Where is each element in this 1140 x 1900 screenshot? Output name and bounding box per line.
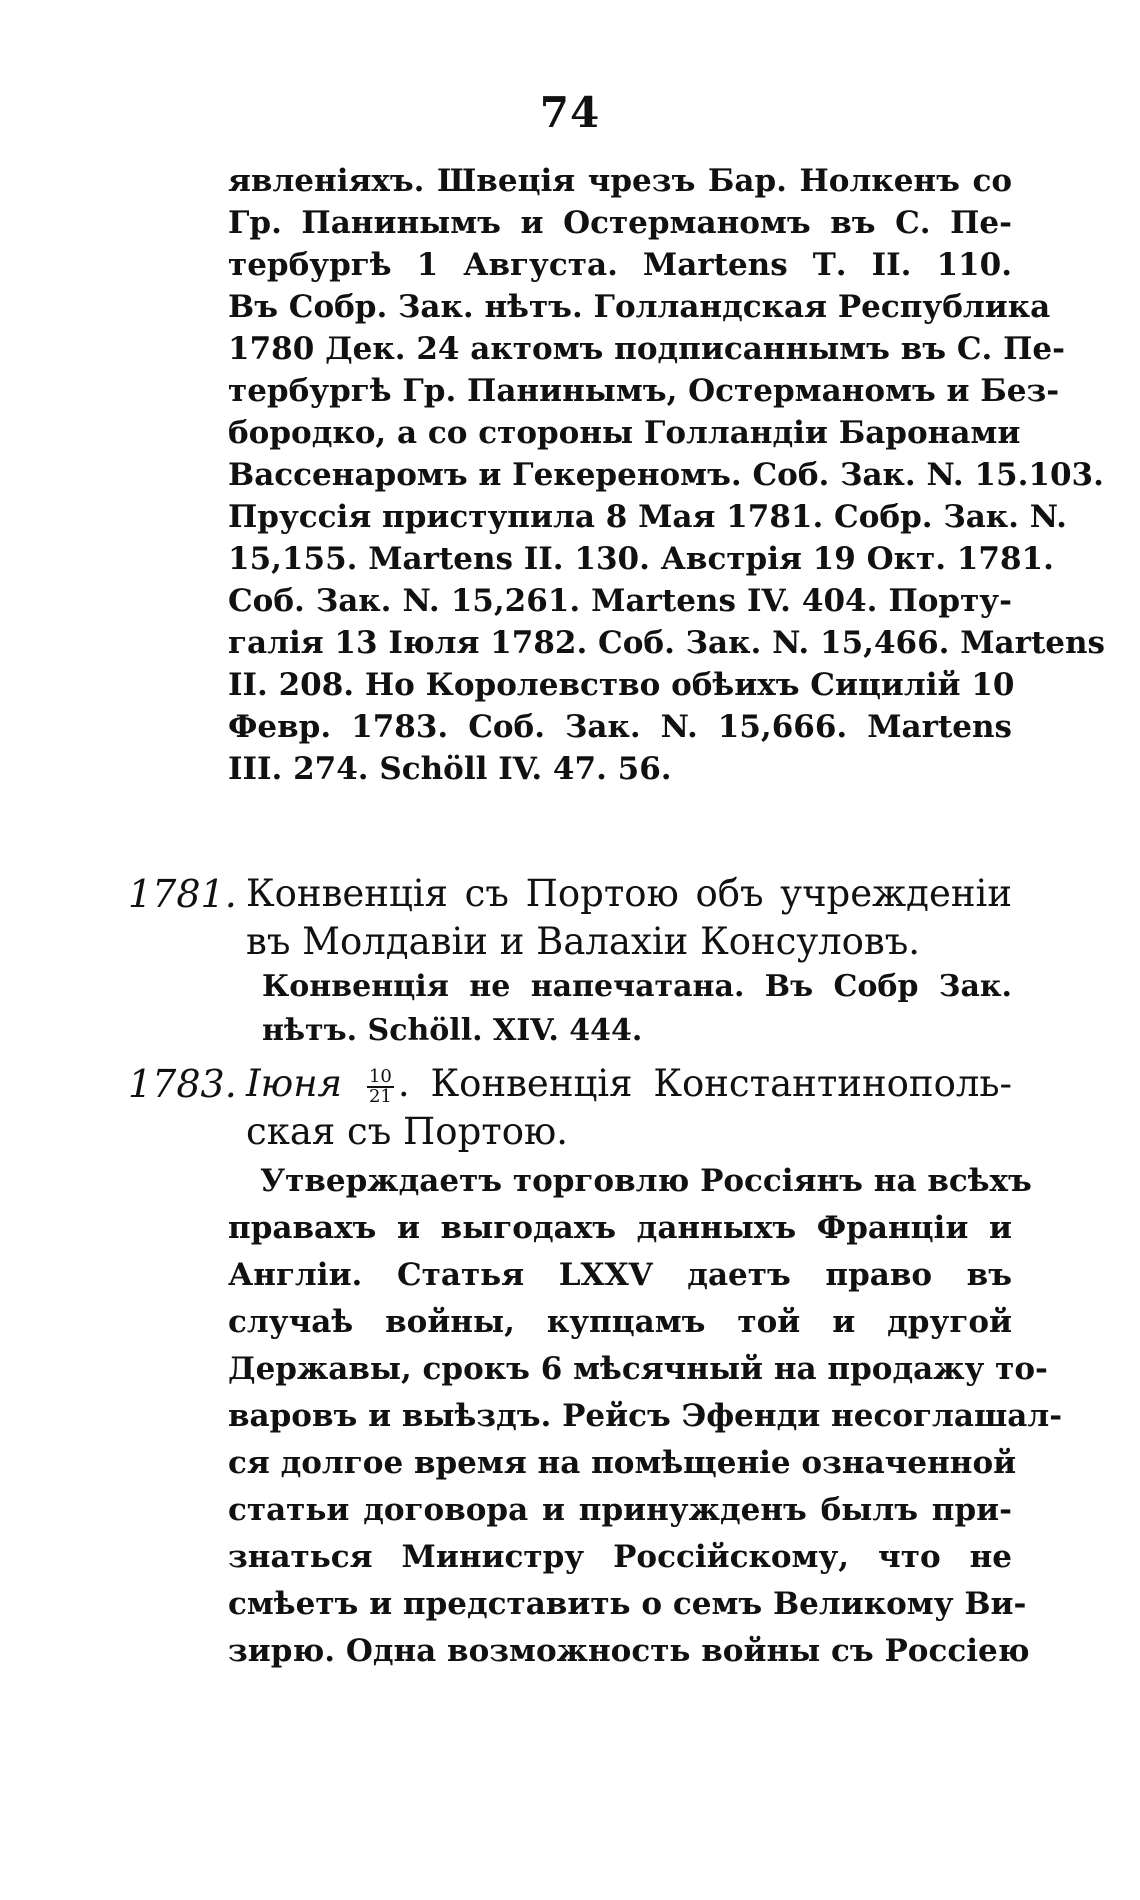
text-line: 1780 Дек. 24 актомъ подписаннымъ въ С. Пе-	[228, 331, 1065, 367]
entry-1781	[128, 870, 1012, 966]
body-line: Державы, срокъ 6 мѣсячный на продажу то-	[228, 1351, 1048, 1387]
text-line: 15,155. Martens II. 130. Австрія 19 Окт. 1781.	[228, 541, 1054, 577]
heading-line: Конвенція съ Портою объ учрежденіи	[246, 872, 1012, 915]
body-line: знаться Министру Россійскому, что не	[228, 1539, 1012, 1575]
text-line: бородко, а со стороны Голландіи Баронами	[228, 415, 1021, 451]
body-line: ся долгое время на помѣщеніе означенной	[228, 1445, 1017, 1481]
entry-1783	[128, 1060, 1012, 1156]
text-line: Въ Собр. Зак. нѣтъ. Голландская Республика	[228, 289, 1051, 325]
entry-year: 1781.	[128, 872, 237, 916]
body-line: зирю. Одна возможность войны съ Россіею	[228, 1633, 1030, 1669]
body-line: Англіи. Статья LXXV даетъ право въ	[228, 1257, 1012, 1293]
text-line: Соб. Зак. N. 15,261. Martens IV. 404. Порту-	[228, 583, 1012, 619]
heading-line: ская съ Портою.	[246, 1110, 568, 1153]
text-line: тербургѣ Гр. Панинымъ, Остерманомъ и Без-	[228, 373, 1060, 409]
entry-1783-body	[228, 1158, 1063, 1675]
entry-heading	[246, 1060, 1012, 1156]
text-line: Вассенаромъ и Гекереномъ. Соб. Зак. N. 15.103.	[228, 457, 1104, 493]
text-line: явленіяхъ. Швеція чрезъ Бар. Нолкенъ со	[228, 163, 1012, 199]
text-line: галія 13 Іюля 1782. Соб. Зак. N. 15,466. Martens	[228, 625, 1106, 661]
entry-1781-note	[262, 965, 1012, 1053]
text-line: Февр. 1783. Соб. Зак. N. 15,666. Martens	[228, 709, 1012, 745]
body-line: статьи договора и принужденъ былъ при-	[228, 1492, 1012, 1528]
text-line: III. 274. Schöll IV. 47. 56.	[228, 751, 672, 787]
fraction-numerator: 10	[368, 1065, 392, 1087]
paragraph-treaty-accessions	[228, 160, 1106, 790]
page-number: 74	[539, 88, 601, 137]
heading-line: въ Молдавіи и Валахіи Консуловъ.	[246, 920, 921, 963]
note-line: Конвенція не напечатана. Въ Собр Зак.	[262, 969, 1012, 1004]
entry-heading	[246, 870, 1012, 966]
heading-text: . Конвенція Константинополь-	[397, 1062, 1012, 1105]
body-line: случаѣ войны, купцамъ той и другой	[228, 1304, 1012, 1340]
fraction-denominator: 21	[368, 1085, 392, 1107]
body-line: смѣетъ и представить о семъ Великому Ви-	[228, 1586, 1027, 1622]
body-line: правахъ и выгодахъ данныхъ Франціи и	[228, 1210, 1012, 1246]
text-line: тербургѣ 1 Августа. Martens Т. II. 110.	[228, 247, 1012, 283]
date-fraction	[367, 1065, 394, 1107]
body-line: Утверждаетъ торговлю Россіянъ на всѣхъ	[260, 1163, 1032, 1199]
text-line: Пруссія приступила 8 Мая 1781. Собр. Зак. N.	[228, 499, 1067, 535]
text-line: II. 208. Но Королевство обѣихъ Сицилій 10	[228, 667, 1015, 703]
text-line: Гр. Панинымъ и Остерманомъ въ С. Пе-	[228, 205, 1012, 241]
date-word: Іюня	[246, 1062, 343, 1105]
heading-line	[246, 1060, 1012, 1108]
entry-year: 1783.	[128, 1062, 237, 1106]
note-line: нѣтъ. Schöll. XIV. 444.	[262, 1013, 643, 1048]
body-line: варовъ и выѣздъ. Рейсъ Эфенди несоглашал-	[228, 1398, 1063, 1434]
